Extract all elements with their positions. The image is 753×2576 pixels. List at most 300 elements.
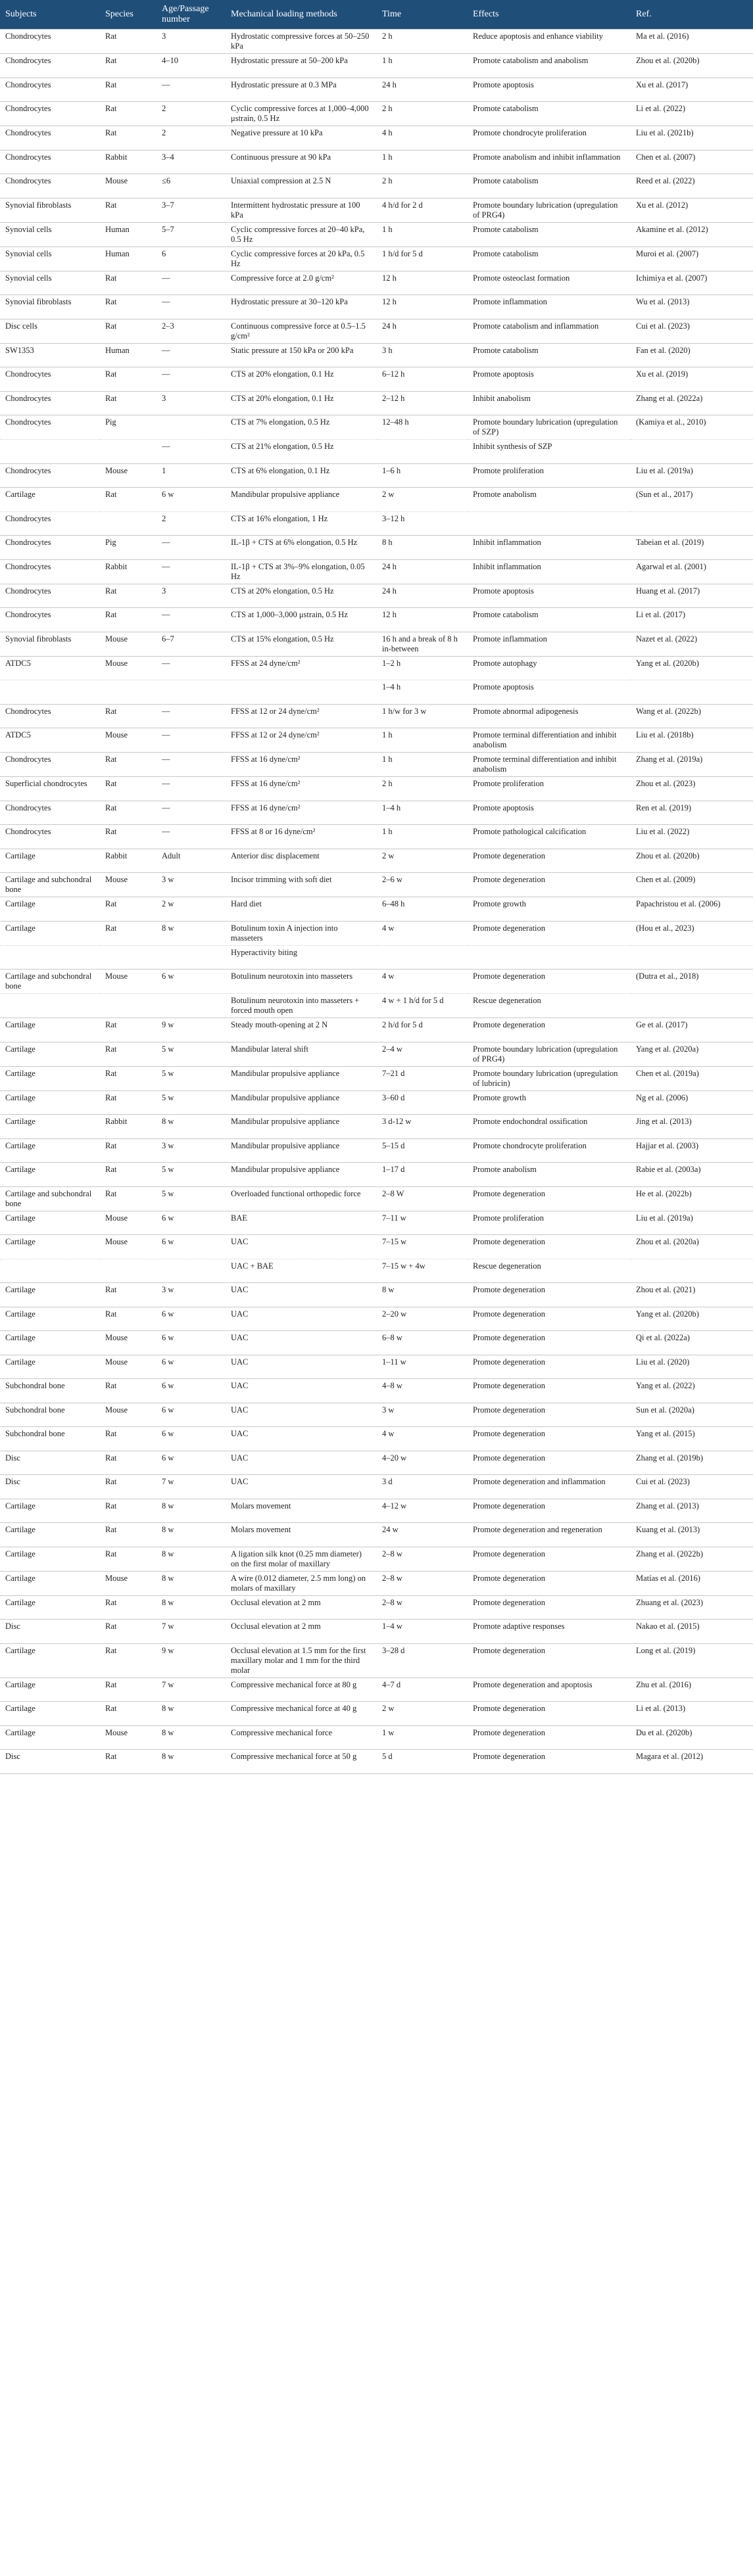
cell-species: Rat — [100, 1451, 157, 1475]
cell-method: Compressive mechanical force at 40 g — [226, 1702, 377, 1726]
table-row — [0, 1725, 753, 1750]
cell-ref: Zhuang et al. (2023) — [631, 1595, 753, 1620]
cell-ref: Wang et al. (2022b) — [631, 704, 753, 728]
cell-species: Mouse — [100, 970, 157, 994]
cell-time: 24 h — [377, 559, 468, 584]
cell-subjects: Disc — [0, 1475, 100, 1499]
cell-subjects: Cartilage — [0, 897, 100, 922]
cell-ref: Jing et al. (2013) — [631, 1115, 753, 1139]
cell-age: 8 w — [157, 1702, 226, 1726]
cell-subjects: Cartilage — [0, 1643, 100, 1677]
table-row — [0, 1283, 753, 1307]
table-row — [0, 825, 753, 849]
table-row — [0, 222, 753, 246]
cell-method: A ligation silk knot (0.25 mm diameter) on the first molar of maxillary — [226, 1547, 377, 1571]
cell-subjects: Chondrocytes — [0, 78, 100, 102]
cell-species: Rat — [100, 1138, 157, 1163]
table-row — [0, 1211, 753, 1235]
cell-method: Negative pressure at 10 kPa — [226, 126, 377, 151]
cell-subjects: Synovial fibroblasts — [0, 632, 100, 656]
cell-age: ≤6 — [157, 174, 226, 199]
cell-time: 1–4 h — [377, 680, 468, 705]
cell-ref: Magara et al. (2012) — [631, 1750, 753, 1774]
header-loading-methods: Mechanical loading methods — [226, 0, 377, 30]
table-row — [0, 1620, 753, 1644]
cell-method: Molars movement — [226, 1499, 377, 1523]
cell-method: CTS at 21% elongation, 0.5 Hz — [226, 440, 377, 464]
cell-subjects: Chondrocytes — [0, 126, 100, 151]
cell-species: Rat — [100, 825, 157, 849]
cell-subjects: Disc — [0, 1750, 100, 1774]
cell-effects: Promote degeneration — [468, 1283, 631, 1307]
cell-method: Mandibular propulsive appliance — [226, 1066, 377, 1090]
cell-method: UAC — [226, 1283, 377, 1307]
cell-subjects: Cartilage — [0, 1138, 100, 1163]
cell-method: Static pressure at 150 kPa or 200 kPa — [226, 343, 377, 367]
header-time: Time — [377, 0, 468, 30]
cell-age: — — [157, 271, 226, 295]
table-row — [0, 897, 753, 922]
cell-species: Mouse — [100, 1403, 157, 1427]
cell-effects: Inhibit inflammation — [468, 536, 631, 560]
cell-time: 1–17 d — [377, 1163, 468, 1187]
cell-ref: Li et al. (2013) — [631, 1702, 753, 1726]
table-row — [0, 1307, 753, 1331]
cell-species: Rat — [100, 126, 157, 151]
cell-ref: Kuang et al. (2013) — [631, 1523, 753, 1547]
cell-age: 5 w — [157, 1090, 226, 1115]
cell-species: Rat — [100, 1547, 157, 1571]
cell-effects: Promote anabolism and inhibit inflammation — [468, 150, 631, 174]
cell-effects: Rescue degeneration — [468, 1259, 631, 1283]
cell-ref: Liu et al. (2019a) — [631, 463, 753, 488]
cell-time: 2–8 w — [377, 1571, 468, 1595]
cell-method: UAC — [226, 1379, 377, 1403]
cell-ref — [631, 994, 753, 1018]
cell-effects: Promote degeneration — [468, 873, 631, 897]
cell-method: Hydrostatic compressive forces at 50–250 kPa — [226, 30, 377, 54]
cell-age: 7 w — [157, 1475, 226, 1499]
cell-method: FFSS at 24 dyne/cm² — [226, 656, 377, 680]
table-row — [0, 295, 753, 319]
table-row — [0, 536, 753, 560]
cell-ref: Yang et al. (2020b) — [631, 1307, 753, 1331]
cell-subjects: Chondrocytes — [0, 102, 100, 126]
cell-subjects: Subchondral bone — [0, 1403, 100, 1427]
cell-age: — — [157, 78, 226, 102]
cell-time: 2–4 w — [377, 1042, 468, 1066]
cell-time: 5 d — [377, 1750, 468, 1774]
cell-effects: Promote inflammation — [468, 632, 631, 656]
cell-subjects: Subchondral bone — [0, 1427, 100, 1451]
cell-age: 5–7 — [157, 222, 226, 246]
cell-effects: Promote degeneration and apoptosis — [468, 1677, 631, 1702]
table-row — [0, 1379, 753, 1403]
cell-method: Hard diet — [226, 897, 377, 922]
cell-age: Adult — [157, 849, 226, 873]
cell-age: 3 w — [157, 1283, 226, 1307]
cell-ref: Huang et al. (2017) — [631, 584, 753, 608]
cell-species — [100, 945, 157, 970]
cell-effects: Promote degeneration — [468, 1307, 631, 1331]
cell-method: IL-1β + CTS at 6% elongation, 0.5 Hz — [226, 536, 377, 560]
cell-subjects — [0, 994, 100, 1018]
cell-species — [100, 1259, 157, 1283]
cell-age: 8 w — [157, 1547, 226, 1571]
cell-age: 7 w — [157, 1677, 226, 1702]
cell-species: Rat — [100, 367, 157, 392]
cell-subjects: Synovial fibroblasts — [0, 198, 100, 222]
cell-species: Rat — [100, 753, 157, 777]
cell-effects: Promote boundary lubrication (upregulation of SZP) — [468, 415, 631, 440]
cell-age: 8 w — [157, 1499, 226, 1523]
cell-time: 1 h — [377, 728, 468, 753]
cell-method: Hyperactivity biting — [226, 945, 377, 970]
cell-time: 2 h — [377, 102, 468, 126]
table-row — [0, 511, 753, 536]
cell-age: 3 — [157, 30, 226, 54]
cell-method: CTS at 20% elongation, 0.5 Hz — [226, 584, 377, 608]
cell-age: 1 — [157, 463, 226, 488]
cell-ref: Xu et al. (2019) — [631, 367, 753, 392]
cell-effects: Promote degeneration — [468, 1403, 631, 1427]
cell-ref: Reed et al. (2022) — [631, 174, 753, 199]
cell-species: Rat — [100, 1523, 157, 1547]
table-row — [0, 1066, 753, 1090]
cell-effects: Promote abnormal adipogenesis — [468, 704, 631, 728]
cell-effects: Promote degeneration — [468, 1595, 631, 1620]
cell-subjects: Cartilage — [0, 1499, 100, 1523]
cell-method: Cyclic compressive forces at 20 kPa, 0.5 Hz — [226, 246, 377, 271]
cell-subjects: Synovial fibroblasts — [0, 295, 100, 319]
cell-time: 8 w — [377, 1283, 468, 1307]
cell-effects: Promote degeneration — [468, 1725, 631, 1750]
cell-subjects: Chondrocytes — [0, 367, 100, 392]
cell-age: 8 w — [157, 1750, 226, 1774]
table-row — [0, 271, 753, 295]
cell-ref: Chen et al. (2009) — [631, 873, 753, 897]
table-row — [0, 1523, 753, 1547]
table-row — [0, 1042, 753, 1066]
cell-effects: Promote growth — [468, 897, 631, 922]
cell-age: — — [157, 777, 226, 801]
cell-effects: Promote terminal differentiation and inhibit anabolism — [468, 728, 631, 753]
cell-time: 12 h — [377, 608, 468, 632]
cell-method: Mandibular propulsive appliance — [226, 1163, 377, 1187]
cell-method: Hydrostatic pressure at 0.3 MPa — [226, 78, 377, 102]
table-row — [0, 415, 753, 440]
cell-effects: Inhibit anabolism — [468, 391, 631, 415]
cell-method: Cyclic compressive forces at 1,000–4,000 μstrain, 0.5 Hz — [226, 102, 377, 126]
cell-time: 4–7 d — [377, 1677, 468, 1702]
cell-species: Mouse — [100, 656, 157, 680]
cell-age: 8 w — [157, 1595, 226, 1620]
cell-method: Anterior disc displacement — [226, 849, 377, 873]
table-row — [0, 1499, 753, 1523]
cell-method: FFSS at 16 dyne/cm² — [226, 801, 377, 825]
cell-method: Compressive mechanical force at 80 g — [226, 1677, 377, 1702]
cell-effects: Promote apoptosis — [468, 680, 631, 705]
cell-species: Rat — [100, 584, 157, 608]
cell-subjects: Superficial chondrocytes — [0, 777, 100, 801]
cell-species: Rat — [100, 295, 157, 319]
cell-method: Incisor trimming with soft diet — [226, 873, 377, 897]
cell-method: FFSS at 16 dyne/cm² — [226, 753, 377, 777]
cell-subjects: Cartilage — [0, 1677, 100, 1702]
cell-effects: Promote boundary lubrication (upregulation of lubricin) — [468, 1066, 631, 1090]
cell-ref: (Kamiya et al., 2010) — [631, 415, 753, 440]
cell-subjects: Cartilage — [0, 1547, 100, 1571]
cell-method: Occlusal elevation at 2 mm — [226, 1595, 377, 1620]
cell-time: 1 w — [377, 1725, 468, 1750]
cell-species: Mouse — [100, 632, 157, 656]
cell-subjects: Chondrocytes — [0, 753, 100, 777]
cell-effects: Promote degeneration — [468, 1235, 631, 1259]
cell-ref: Liu et al. (2019a) — [631, 1211, 753, 1235]
cell-time: 2–6 w — [377, 873, 468, 897]
cell-ref: Muroi et al. (2007) — [631, 246, 753, 271]
table-row — [0, 30, 753, 54]
cell-effects: Promote degeneration — [468, 1750, 631, 1774]
cell-ref: Nakao et al. (2015) — [631, 1620, 753, 1644]
cell-species: Rat — [100, 488, 157, 512]
cell-effects: Rescue degeneration — [468, 994, 631, 1018]
cell-ref: Fan et al. (2020) — [631, 343, 753, 367]
cell-ref: Qi et al. (2022a) — [631, 1331, 753, 1355]
table-row — [0, 1571, 753, 1595]
cell-time: 1 h/w for 3 w — [377, 704, 468, 728]
cell-species: Rat — [100, 897, 157, 922]
cell-age: 7 w — [157, 1620, 226, 1644]
cell-species: Rat — [100, 1427, 157, 1451]
cell-time: 4 w — [377, 970, 468, 994]
cell-time: 2–8 w — [377, 1547, 468, 1571]
table-row — [0, 1451, 753, 1475]
cell-ref — [631, 1259, 753, 1283]
cell-time: 7–15 w — [377, 1235, 468, 1259]
cell-effects: Promote catabolism — [468, 174, 631, 199]
cell-ref: Zhou et al. (2023) — [631, 777, 753, 801]
table-row — [0, 1186, 753, 1211]
cell-method: CTS at 6% elongation, 0.1 Hz — [226, 463, 377, 488]
cell-species: Human — [100, 246, 157, 271]
cell-age: — — [157, 704, 226, 728]
cell-method: Uniaxial compression at 2.5 N — [226, 174, 377, 199]
cell-ref: Zhang et al. (2013) — [631, 1499, 753, 1523]
cell-method: Hydrostatic pressure at 50–200 kPa — [226, 54, 377, 78]
table-row — [0, 1702, 753, 1726]
cell-time: 2–8 w — [377, 1595, 468, 1620]
cell-age: — — [157, 656, 226, 680]
table-row — [0, 102, 753, 126]
cell-method: Steady mouth-opening at 2 N — [226, 1018, 377, 1042]
cell-time: 1 h — [377, 150, 468, 174]
cell-ref: Rabie et al. (2003a) — [631, 1163, 753, 1187]
cell-time: 8 h — [377, 536, 468, 560]
header-ref: Ref. — [631, 0, 753, 30]
cell-subjects: Cartilage and subchondral bone — [0, 1186, 100, 1211]
cell-ref: Ichimiya et al. (2007) — [631, 271, 753, 295]
cell-subjects: Chondrocytes — [0, 30, 100, 54]
cell-subjects: Chondrocytes — [0, 584, 100, 608]
cell-subjects: ATDC5 — [0, 728, 100, 753]
cell-age: 5 w — [157, 1163, 226, 1187]
cell-method: UAC — [226, 1427, 377, 1451]
cell-species: Rat — [100, 1643, 157, 1677]
cell-species: Rabbit — [100, 559, 157, 584]
cell-ref: Liu et al. (2018b) — [631, 728, 753, 753]
cell-effects: Promote apoptosis — [468, 78, 631, 102]
cell-effects: Promote catabolism and anabolism — [468, 54, 631, 78]
cell-subjects: Cartilage and subchondral bone — [0, 873, 100, 897]
cell-method: UAC — [226, 1475, 377, 1499]
table-row — [0, 921, 753, 945]
cell-age: 8 w — [157, 921, 226, 945]
cell-effects: Promote apoptosis — [468, 584, 631, 608]
cell-ref: Yang et al. (2015) — [631, 1427, 753, 1451]
cell-time: 24 w — [377, 1523, 468, 1547]
cell-subjects: Cartilage — [0, 1702, 100, 1726]
cell-ref: Agarwal et al. (2001) — [631, 559, 753, 584]
cell-ref: Cui et al. (2023) — [631, 1475, 753, 1499]
cell-time: 2–12 h — [377, 391, 468, 415]
cell-method: FFSS at 12 or 24 dyne/cm² — [226, 704, 377, 728]
cell-method: Botulinum toxin A injection into masseters — [226, 921, 377, 945]
table-row — [0, 945, 753, 970]
table-header — [0, 0, 753, 30]
cell-ref: Sun et al. (2020a) — [631, 1403, 753, 1427]
cell-species: Human — [100, 343, 157, 367]
cell-species: Human — [100, 222, 157, 246]
cell-age: 6 w — [157, 1235, 226, 1259]
cell-age — [157, 680, 226, 705]
cell-time: 4–8 w — [377, 1379, 468, 1403]
cell-subjects: Chondrocytes — [0, 608, 100, 632]
cell-time: 6–8 w — [377, 1331, 468, 1355]
cell-species: Mouse — [100, 1331, 157, 1355]
table-row — [0, 994, 753, 1018]
cell-ref: Chen et al. (2007) — [631, 150, 753, 174]
cell-age: 3 w — [157, 873, 226, 897]
cell-ref: Ren et al. (2019) — [631, 801, 753, 825]
cell-time: 12 h — [377, 271, 468, 295]
cell-effects: Promote catabolism — [468, 222, 631, 246]
cell-effects: Promote proliferation — [468, 463, 631, 488]
cell-method: UAC — [226, 1235, 377, 1259]
cell-effects: Promote autophagy — [468, 656, 631, 680]
cell-ref: Liu et al. (2020) — [631, 1355, 753, 1379]
cell-method — [226, 680, 377, 705]
cell-species: Mouse — [100, 1355, 157, 1379]
table-row — [0, 873, 753, 897]
header-age-passage: Age/Passage number — [157, 0, 226, 30]
cell-age: — — [157, 801, 226, 825]
cell-subjects: Cartilage and subchondral bone — [0, 970, 100, 994]
cell-ref: (Hou et al., 2023) — [631, 921, 753, 945]
cell-age: 3 — [157, 391, 226, 415]
cell-effects — [468, 511, 631, 536]
table-row — [0, 849, 753, 873]
cell-time: 3 w — [377, 1403, 468, 1427]
table-row — [0, 1115, 753, 1139]
cell-time: 2 w — [377, 1702, 468, 1726]
cell-ref — [631, 440, 753, 464]
cell-age: 6 w — [157, 1331, 226, 1355]
cell-age: 5 w — [157, 1042, 226, 1066]
cell-species: Mouse — [100, 728, 157, 753]
cell-ref: Zhou et al. (2021) — [631, 1283, 753, 1307]
cell-species: Rat — [100, 1090, 157, 1115]
cell-time: 3–28 d — [377, 1643, 468, 1677]
cell-time: 1 h — [377, 825, 468, 849]
cell-subjects — [0, 680, 100, 705]
cell-time: 24 h — [377, 78, 468, 102]
cell-subjects: Chondrocytes — [0, 801, 100, 825]
cell-method: UAC + BAE — [226, 1259, 377, 1283]
table-row — [0, 1427, 753, 1451]
cell-age: — — [157, 536, 226, 560]
table-row — [0, 970, 753, 994]
cell-species: Rat — [100, 1750, 157, 1774]
cell-effects: Promote inflammation — [468, 295, 631, 319]
cell-age: 8 w — [157, 1523, 226, 1547]
cell-subjects: Chondrocytes — [0, 54, 100, 78]
cell-ref: Ng et al. (2006) — [631, 1090, 753, 1115]
cell-method: Molars movement — [226, 1523, 377, 1547]
cell-effects: Promote apoptosis — [468, 367, 631, 392]
cell-age: 6 — [157, 246, 226, 271]
cell-effects: Promote degeneration — [468, 1643, 631, 1677]
cell-effects: Promote degeneration — [468, 1331, 631, 1355]
cell-species: Pig — [100, 415, 157, 440]
cell-method: Mandibular lateral shift — [226, 1042, 377, 1066]
cell-age — [157, 945, 226, 970]
table-row — [0, 728, 753, 753]
cell-method: FFSS at 8 or 16 dyne/cm² — [226, 825, 377, 849]
cell-subjects — [0, 1259, 100, 1283]
table-row — [0, 1235, 753, 1259]
cell-ref: Liu et al. (2022) — [631, 825, 753, 849]
cell-age: 5 w — [157, 1066, 226, 1090]
cell-subjects: Cartilage — [0, 1725, 100, 1750]
table-row — [0, 391, 753, 415]
cell-age: 9 w — [157, 1018, 226, 1042]
cell-subjects: Disc — [0, 1620, 100, 1644]
cell-age: 6–7 — [157, 632, 226, 656]
cell-age: 3 — [157, 584, 226, 608]
cell-species: Rat — [100, 1066, 157, 1090]
cell-species: Rat — [100, 78, 157, 102]
cell-species: Rat — [100, 54, 157, 78]
cell-method: CTS at 16% elongation, 1 Hz — [226, 511, 377, 536]
cell-time: 3–12 h — [377, 511, 468, 536]
cell-subjects: Cartilage — [0, 1307, 100, 1331]
cell-subjects: Chondrocytes — [0, 511, 100, 536]
table-row — [0, 246, 753, 271]
cell-subjects: Disc cells — [0, 319, 100, 343]
table-row — [0, 54, 753, 78]
cell-time: 3 d-12 w — [377, 1115, 468, 1139]
cell-species — [100, 511, 157, 536]
cell-ref: (Dutra et al., 2018) — [631, 970, 753, 994]
cell-time: 16 h and a break of 8 h in-between — [377, 632, 468, 656]
table-row — [0, 1595, 753, 1620]
cell-time: 4 w + 1 h/d for 5 d — [377, 994, 468, 1018]
cell-effects: Promote catabolism — [468, 102, 631, 126]
cell-age: — — [157, 295, 226, 319]
cell-time: 4 w — [377, 921, 468, 945]
cell-species: Rat — [100, 1186, 157, 1211]
